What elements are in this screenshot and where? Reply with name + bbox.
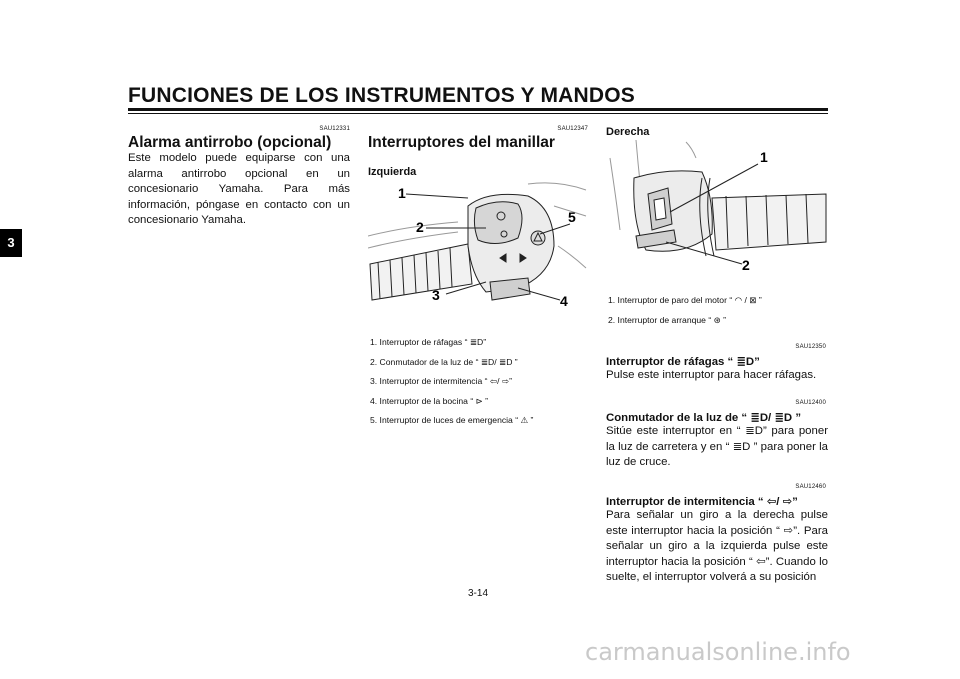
section-code: SAU12350 xyxy=(795,344,826,350)
section-heading: Interruptor de intermitencia “ ⇦/ ⇨” xyxy=(606,496,798,508)
caption-item: 3. Interruptor de intermitencia “ ⇦/ ⇨” xyxy=(370,376,512,387)
caption-item: 2. Conmutador de la luz de “ ≣D/ ≣D ” xyxy=(370,356,518,367)
figure-callout-3: 3 xyxy=(432,287,440,303)
page-number: 3-14 xyxy=(468,588,489,599)
section-paragraph xyxy=(606,368,828,384)
section-code: SAU12460 xyxy=(795,484,826,490)
caption-item: 4. Interruptor de la bocina “ ⊳ ” xyxy=(370,395,489,406)
section-heading: Alarma antirrobo (opcional) xyxy=(128,134,332,151)
caption-item: 5. Interruptor de luces de emergencia “ ⚠ ” xyxy=(370,415,534,426)
figure-subheading-left: Izquierda xyxy=(368,166,417,178)
right-figure-captions xyxy=(608,291,762,330)
figure-callout-1: 1 xyxy=(398,185,406,201)
figure-callout-5: 5 xyxy=(568,209,576,225)
header-rule-thin xyxy=(128,113,828,114)
section-paragraph xyxy=(606,508,828,586)
figure-callout-2: 2 xyxy=(742,257,750,273)
section-code: SAU12347 xyxy=(557,126,588,132)
caption-item: 2. Interruptor de arranque “ ⊛ ” xyxy=(608,314,727,325)
paragraph-text: Este modelo puede equiparse con una alarma antirrobo opcional en un concesionario Yamaha. Para más información, póngase en contacto con un concesionario Yamaha. xyxy=(128,152,350,227)
figure-subheading-right: Derecha xyxy=(606,126,650,138)
caption-item: 1. Interruptor de ráfagas “ ≣D” xyxy=(370,337,487,347)
right-handlebar-illustration xyxy=(606,138,828,280)
figure-callout-1: 1 xyxy=(760,149,768,165)
section-paragraph xyxy=(606,424,828,471)
paragraph-text: Pulse este interruptor para hacer ráfagas. xyxy=(606,369,817,381)
page-header-title: FUNCIONES DE LOS INSTRUMENTOS Y MANDOS xyxy=(128,84,635,107)
section-code: SAU12331 xyxy=(319,126,350,132)
figure-callout-2: 2 xyxy=(416,219,424,235)
section-code: SAU12400 xyxy=(795,400,826,406)
left-figure-captions xyxy=(370,333,533,431)
paragraph-text: Para señalar un giro a la derecha pulse este interruptor hacia la posición “ ⇨”. Para señalar un giro a la izquierda pulse este interruptor hacia la posición “ ⇦”. Cuando lo suelte, el interruptor volverá a su posición xyxy=(606,509,828,584)
section-heading: Conmutador de la luz de “ ≣D/ ≣D ” xyxy=(606,412,802,424)
caption-item: 1. Interruptor de paro del motor “ ◠ / ⊠ ” xyxy=(608,295,762,305)
watermark-link[interactable]: carmanualsonline.info xyxy=(585,638,851,666)
section-paragraph xyxy=(128,151,350,229)
paragraph-text: Sitúe este interruptor en “ ≣D” para poner la luz de carretera y en “ ≣D ” para poner la luz de cruce. xyxy=(606,425,828,469)
section-heading: Interruptor de ráfagas “ ≣D” xyxy=(606,356,760,368)
section-heading: Interruptores del manillar xyxy=(368,134,555,151)
chapter-tab: 3 xyxy=(0,229,22,257)
header-rule-thick xyxy=(128,108,828,111)
left-handlebar-illustration xyxy=(368,176,588,310)
figure-callout-4: 4 xyxy=(560,293,568,309)
